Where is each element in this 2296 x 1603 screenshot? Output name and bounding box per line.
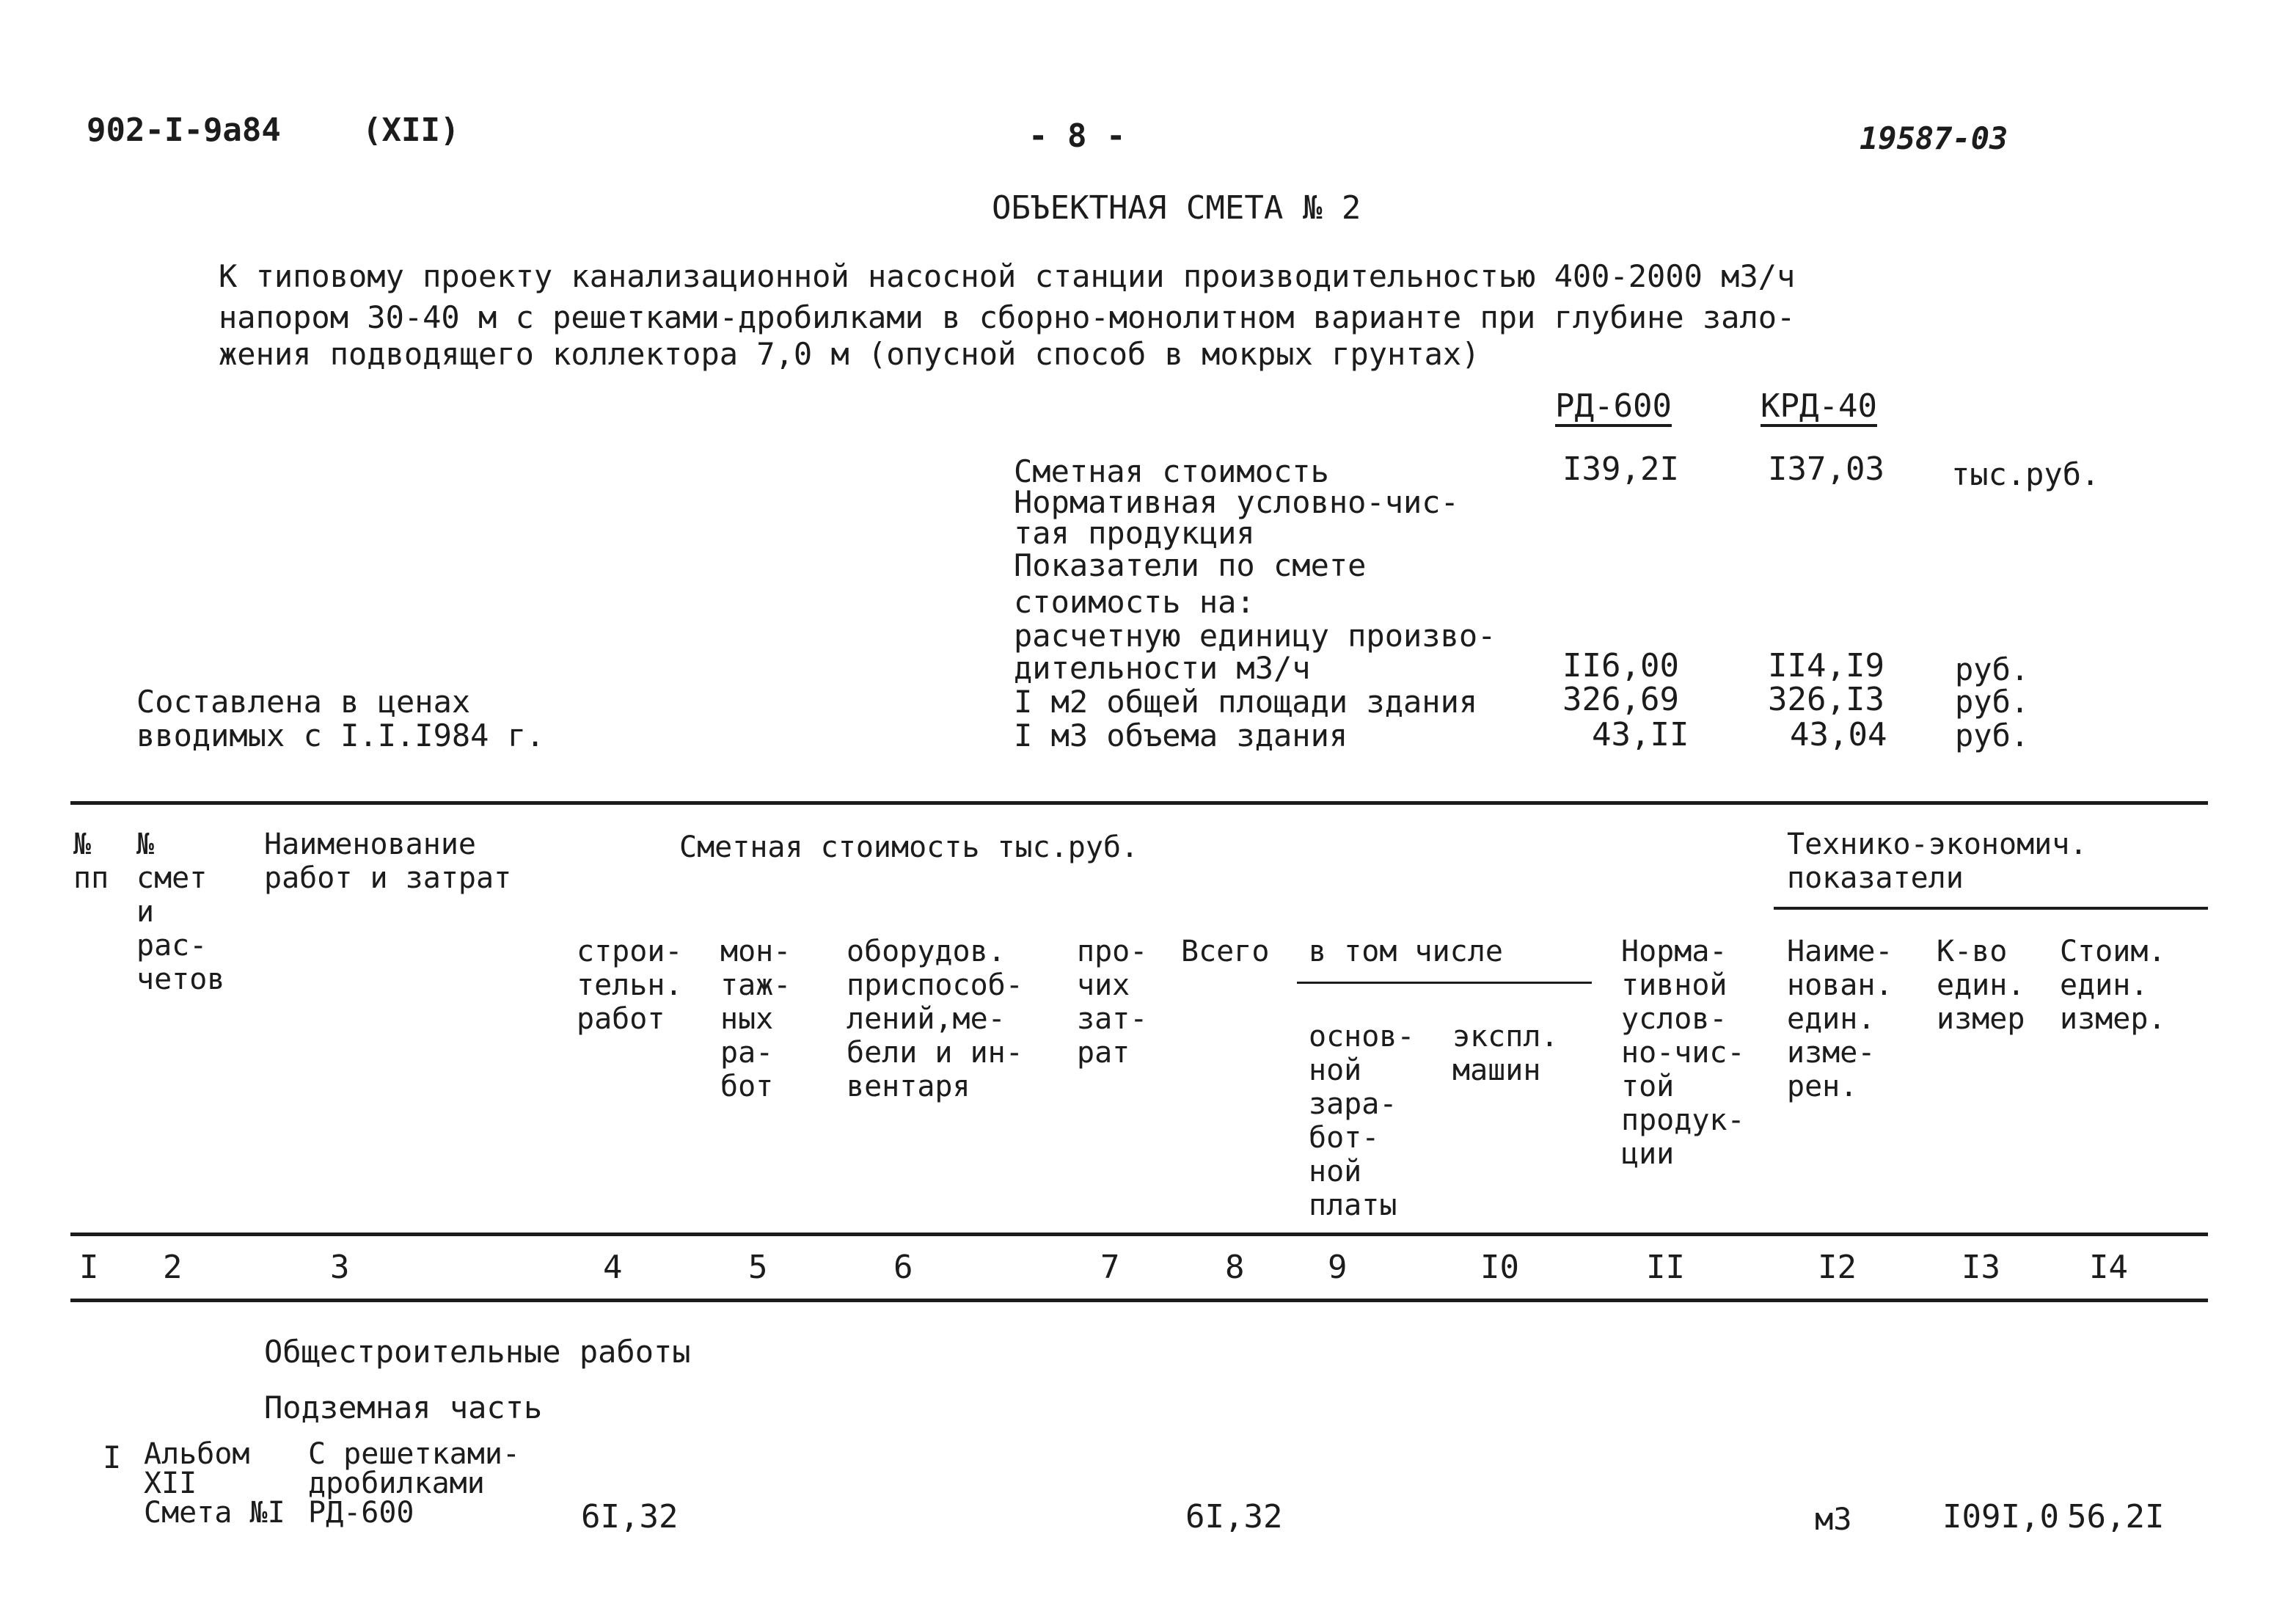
column-number: I4 xyxy=(2089,1249,2128,1286)
header-col-7: про- чих зат- рат xyxy=(1077,935,1148,1070)
column-number: II xyxy=(1646,1249,1685,1286)
doc-code: 902-I-9а84 xyxy=(87,112,281,149)
header-col-1: № пп xyxy=(73,828,109,895)
row-number: I xyxy=(103,1439,122,1475)
column-number: 5 xyxy=(748,1249,768,1286)
tech-group-rule xyxy=(1774,907,2208,910)
column-number: I3 xyxy=(1962,1249,2000,1286)
row-unit-quantity: I09I,0 xyxy=(1942,1498,2059,1536)
document-title: ОБЪЕКТНАЯ СМЕТА № 2 xyxy=(992,189,1361,227)
indicator-line: тая продукция xyxy=(1014,515,1255,551)
krd40-unit-cost: II4,I9 xyxy=(1768,647,1884,684)
header-col-14: Стоим. един. измер. xyxy=(2060,935,2166,1036)
header-cost-group: Сметная стоимость тыс.руб. xyxy=(679,830,1139,864)
indicator-line: стоимость на: xyxy=(1014,584,1255,620)
compiled-note-line-2: вводимых с I.I.I984 г. xyxy=(136,717,545,753)
row-work-name: С решетками- дробилками РД-600 xyxy=(308,1437,520,1530)
rd600-unit-cost: II6,00 xyxy=(1562,647,1679,684)
column-number: 9 xyxy=(1328,1249,1348,1286)
rd600-area-cost: 326,69 xyxy=(1562,681,1679,718)
unit-label: руб. xyxy=(1955,651,2030,687)
column-number: 3 xyxy=(330,1249,350,1286)
numbers-bottom-rule xyxy=(70,1299,2208,1302)
row-unit-cost: 56,2I xyxy=(2067,1498,2165,1536)
header-col-9: основ- ной зара- бот- ной платы xyxy=(1309,1020,1415,1222)
header-col-5: мон- таж- ных ра- бот xyxy=(720,935,791,1103)
indicator-line: I м2 общей площади здания xyxy=(1014,684,1478,720)
table-top-rule xyxy=(70,801,2208,805)
rd600-estimate-cost: I39,2I xyxy=(1562,450,1679,488)
header-col-10: экспл. машин xyxy=(1452,1020,1559,1087)
header-col-11: Норма- тивной услов- но-чис- той продук- ции xyxy=(1621,935,1745,1171)
row-construction-cost: 6I,32 xyxy=(581,1498,679,1536)
column-number: 7 xyxy=(1100,1249,1120,1286)
section-title: Подземная часть xyxy=(264,1390,543,1425)
header-col-3: Наименование работ и затрат xyxy=(264,828,512,895)
indicator-line: Нормативная условно-чис- xyxy=(1014,484,1459,520)
header-bottom-rule xyxy=(70,1233,2208,1236)
indicator-line: Сметная стоимость xyxy=(1014,453,1329,489)
krd40-area-cost: 326,I3 xyxy=(1768,681,1884,718)
indicator-line: расчетную единицу произво- xyxy=(1014,618,1496,654)
variant-krd40: КРД-40 xyxy=(1761,387,1877,425)
column-number: 2 xyxy=(163,1249,183,1286)
registration-number: 19587-03 xyxy=(1860,120,2008,156)
krd40-estimate-cost: I37,03 xyxy=(1768,450,1884,488)
column-number: 6 xyxy=(893,1249,913,1286)
description-line-2: напором 30-40 м с решетками-дробилками в сборно-монолитном варианте при глубине зало- xyxy=(219,299,1796,335)
compiled-note-line-1: Составлена в ценах xyxy=(136,684,471,720)
section-code: (XII) xyxy=(362,112,460,149)
section-title: Общестроительные работы xyxy=(264,1334,691,1370)
column-number: I2 xyxy=(1818,1249,1857,1286)
header-tech-group: Технико-экономич. показатели xyxy=(1787,828,2088,895)
header-incl-group: в том числе xyxy=(1309,935,1503,968)
column-number: I xyxy=(79,1249,99,1286)
row-total-cost: 6I,32 xyxy=(1185,1498,1283,1536)
column-number: 8 xyxy=(1225,1249,1245,1286)
header-col-13: К-во един. измер xyxy=(1937,935,2025,1036)
header-col-4: строи- тельн. работ xyxy=(577,935,683,1036)
description-line-1: К типовому проекту канализационной насосной станции производительностью 400-2000 м3/ч xyxy=(219,258,1796,294)
indicator-line: I м3 объема здания xyxy=(1014,717,1348,753)
incl-group-rule xyxy=(1297,982,1592,984)
column-number: 4 xyxy=(603,1249,623,1286)
variant-rd600: РД-600 xyxy=(1555,387,1672,425)
header-col-8: Всего xyxy=(1181,935,1270,968)
row-unit: м3 xyxy=(1815,1501,1852,1537)
page-number: - 8 - xyxy=(1028,117,1126,155)
indicator-line: Показатели по смете xyxy=(1014,547,1367,583)
unit-label: руб. xyxy=(1955,717,2030,753)
header-col-12: Наиме- нован. един. изме- рен. xyxy=(1787,935,1893,1103)
indicator-line: дительности м3/ч xyxy=(1014,650,1311,686)
unit-label: руб. xyxy=(1955,684,2030,720)
krd40-volume-cost: 43,04 xyxy=(1790,716,1887,753)
description-line-3: жения подводящего коллектора 7,0 м (опусной способ в мокрых грунтах) xyxy=(219,336,1480,372)
header-col-6: оборудов. приспособ- лений,ме- бели и ин- вентаря xyxy=(847,935,1023,1103)
row-smeta-reference: Альбом XII Смета №I xyxy=(144,1437,285,1530)
rd600-volume-cost: 43,II xyxy=(1592,716,1689,753)
header-col-2: № смет и рас- четов xyxy=(136,828,225,996)
unit-label: тыс.руб. xyxy=(1951,456,2100,492)
column-number: I0 xyxy=(1480,1249,1519,1286)
